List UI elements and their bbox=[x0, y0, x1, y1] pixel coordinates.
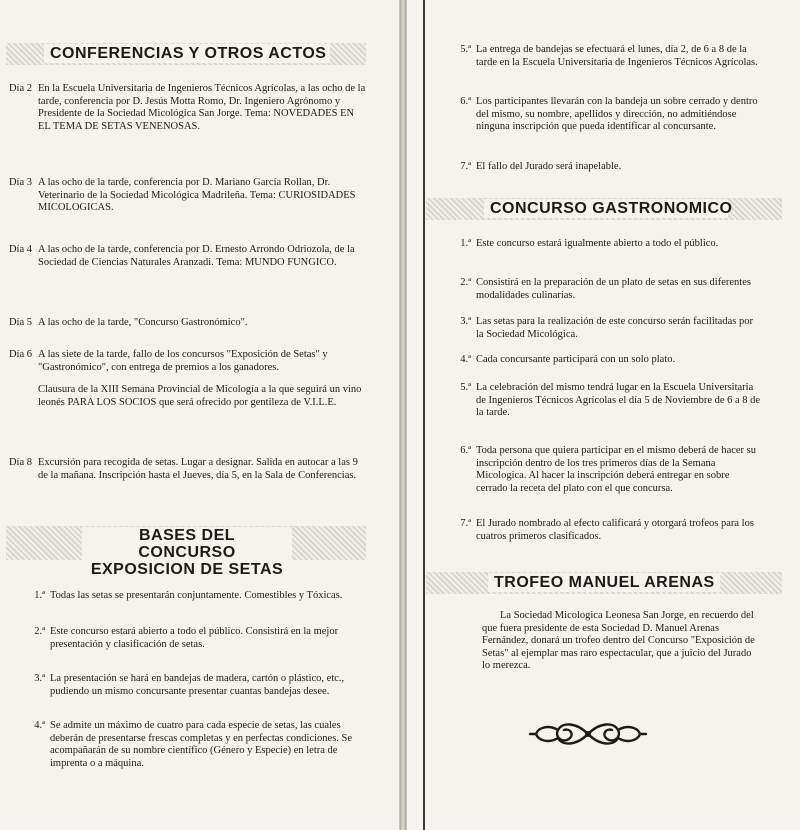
item-text: Se admite un máximo de cuatro para cada especie de setas, las cuales deberán de presentarse frescas completas y en perfectas condiciones. Se acompañarán de su nombre científico (Género y Especie) en letra de imprenta o a máquina. bbox=[50, 720, 353, 769]
day-text: A las ocho de la tarde, conferencia por D. Ernesto Arrondo Odriozola, de la Sociedad de Ciencias Naturales Aranzadi. Tema: MUNDO FUNGICO. bbox=[38, 244, 355, 268]
item-text: El fallo del Jurado será inapelable. bbox=[476, 161, 622, 172]
item-number: 6.ª bbox=[460, 96, 471, 107]
day-entry-6 bbox=[0, 349, 368, 409]
item-number: 4.ª bbox=[460, 354, 471, 365]
item-number: 5.ª bbox=[460, 44, 471, 55]
gastro-item-7 bbox=[448, 518, 762, 543]
bases-item-2 bbox=[22, 626, 368, 651]
item-text: Cada concursante participará con un solo plato. bbox=[476, 354, 676, 365]
decorative-flourish-icon bbox=[528, 714, 648, 754]
bases-item-5 bbox=[448, 44, 762, 69]
gastro-item-5 bbox=[448, 382, 762, 420]
right-page-border bbox=[423, 0, 425, 830]
day-entry-5 bbox=[0, 317, 368, 330]
item-number: 2.ª bbox=[34, 626, 45, 637]
bases-item-4 bbox=[22, 720, 368, 770]
bases-item-1 bbox=[22, 590, 368, 603]
day-label: Día 2 bbox=[8, 83, 32, 94]
item-number: 1.ª bbox=[34, 590, 45, 601]
bases-item-7 bbox=[448, 161, 762, 174]
gastro-item-2 bbox=[448, 277, 762, 302]
item-number: 3.ª bbox=[460, 316, 471, 327]
trofeo-text: La Sociedad Micologica Leonesa San Jorge, en recuerdo del que fuera presidente de esta Sociedad D. Manuel Arenas Fernández, donará un trofeo dentro del Concurso "Exposición de Setas" al ejemplar mas raro espectacular, que a juicio del Jurado lo merezca. bbox=[482, 610, 755, 671]
item-text: Las setas para la realización de este concurso serán facilitadas por la Sociedad Micológica. bbox=[476, 316, 753, 340]
gastro-item-4 bbox=[448, 354, 762, 367]
item-text: La presentación se hará en bandejas de madera, cartón o plástico, etc., pudiendo un mismo concursante presentar cuantas bandejas desee. bbox=[50, 673, 345, 697]
item-text: La celebración del mismo tendrá lugar en la Escuela Universitaria de Ingenieros Técnicos Agrícolas el día 5 de Noviembre de 6 a 8 de la tarde. bbox=[476, 382, 761, 418]
bases-heading-line2: EXPOSICION DE SETAS bbox=[90, 561, 284, 578]
day-entry-8 bbox=[0, 457, 368, 482]
item-text: El Jurado nombrado al efecto calificará y otorgará trofeos para los cuatros primeros clasificados. bbox=[476, 518, 754, 542]
item-number: 5.ª bbox=[460, 382, 471, 393]
item-number: 7.ª bbox=[460, 518, 471, 529]
item-number: 7.ª bbox=[460, 161, 471, 172]
item-number: 3.ª bbox=[34, 673, 45, 684]
day-label: Día 4 bbox=[8, 244, 32, 255]
bases-item-6 bbox=[448, 96, 762, 134]
day-text: A las ocho de la tarde, "Concurso Gastronómico". bbox=[38, 317, 248, 328]
day-label: Día 6 bbox=[8, 349, 32, 360]
gastro-item-1 bbox=[448, 238, 762, 251]
day-text: A las siete de la tarde, fallo de los concursos "Exposición de Setas" y "Gastronómico", con entrega de premios a los ganadores. bbox=[38, 349, 328, 373]
day-label: Día 8 bbox=[8, 457, 32, 468]
gastronomico-heading: CONCURSO GASTRONOMICO bbox=[484, 199, 728, 218]
item-text: Este concurso estará abierto a todo el público. Consistirá en la mejor presentación y clasificación de setas. bbox=[50, 626, 339, 650]
bases-heading-line1: BASES DEL CONCURSO bbox=[138, 527, 236, 561]
trofeo-heading: TROFEO MANUEL ARENAS bbox=[488, 573, 720, 592]
conferencias-heading: CONFERENCIAS Y OTROS ACTOS bbox=[44, 44, 330, 63]
day-text: En la Escuela Universitaria de Ingenieros Técnicos Agrícolas, a las ocho de la tarde, conferencia por D. Jesús Motta Romo, Dr. Ingeniero Agrónomo y Presidente de la Sociedad Micológica San Jorge. Tema: NOVEDADES EN EL TEMA DE SETAS VENENOSAS. bbox=[38, 83, 366, 132]
item-text: Consistirá en la preparación de un plato de setas en sus diferentes modalidades culinarias. bbox=[476, 277, 751, 301]
item-text: Los participantes llevarán con la bandeja un sobre cerrado y dentro del mismo, su nombre, apellidos y dirección, no admitiéndose ninguna inscripción que pueda identificar al concursante. bbox=[476, 96, 758, 132]
bases-item-3 bbox=[22, 673, 368, 698]
day-entry-3 bbox=[0, 177, 368, 215]
gastro-item-6 bbox=[448, 445, 762, 495]
day-text: Excursión para recogida de setas. Lugar a designar. Salida en autocar a las 9 de la mañana. Inscripción hasta el Jueves, día 5, en la Sala de Conferencias. bbox=[38, 457, 358, 481]
bases-heading bbox=[82, 527, 292, 578]
item-text: Todas las setas se presentarán conjuntamente. Comestibles y Tóxicas. bbox=[50, 590, 343, 601]
day-entry-2 bbox=[0, 83, 368, 133]
item-text: Toda persona que quiera participar en el mismo deberá de hacer su inscripción dentro de los tres primeros días de la Semana Micologica. Al hacer la inscripción deberá entregar en sobre cerrado la receta del plato con el que concursa. bbox=[476, 445, 757, 494]
day-label: Día 3 bbox=[8, 177, 32, 188]
item-text: Este concurso estará igualmente abierto a todo el público. bbox=[476, 238, 719, 249]
day-label: Día 5 bbox=[8, 317, 32, 328]
item-text: La entrega de bandejas se efectuará el lunes, día 2, de 6 a 8 de la tarde en la Escuela Universitaria de Ingenieros Técnicos Agrícolas. bbox=[476, 44, 758, 68]
item-number: 4.ª bbox=[34, 720, 45, 731]
day-text: A las ocho de la tarde, conferencia por D. Mariano García Rollan, Dr. Veterinario de la Sociedad Micológica Madrileña. Tema: CURIOSIDADES MICOLOGICAS. bbox=[38, 177, 356, 213]
item-number: 6.ª bbox=[460, 445, 471, 456]
day-entry-4 bbox=[0, 244, 368, 269]
item-number: 2.ª bbox=[460, 277, 471, 288]
item-number: 1.ª bbox=[460, 238, 471, 249]
gastro-item-3 bbox=[448, 316, 762, 341]
day-text-clausura: Clausura de la XIII Semana Provincial de Micología a la que seguirá un vino leonés PARA LOS SOCIOS que será ofrecido por gentileza de V.I.L.E. bbox=[38, 384, 362, 408]
